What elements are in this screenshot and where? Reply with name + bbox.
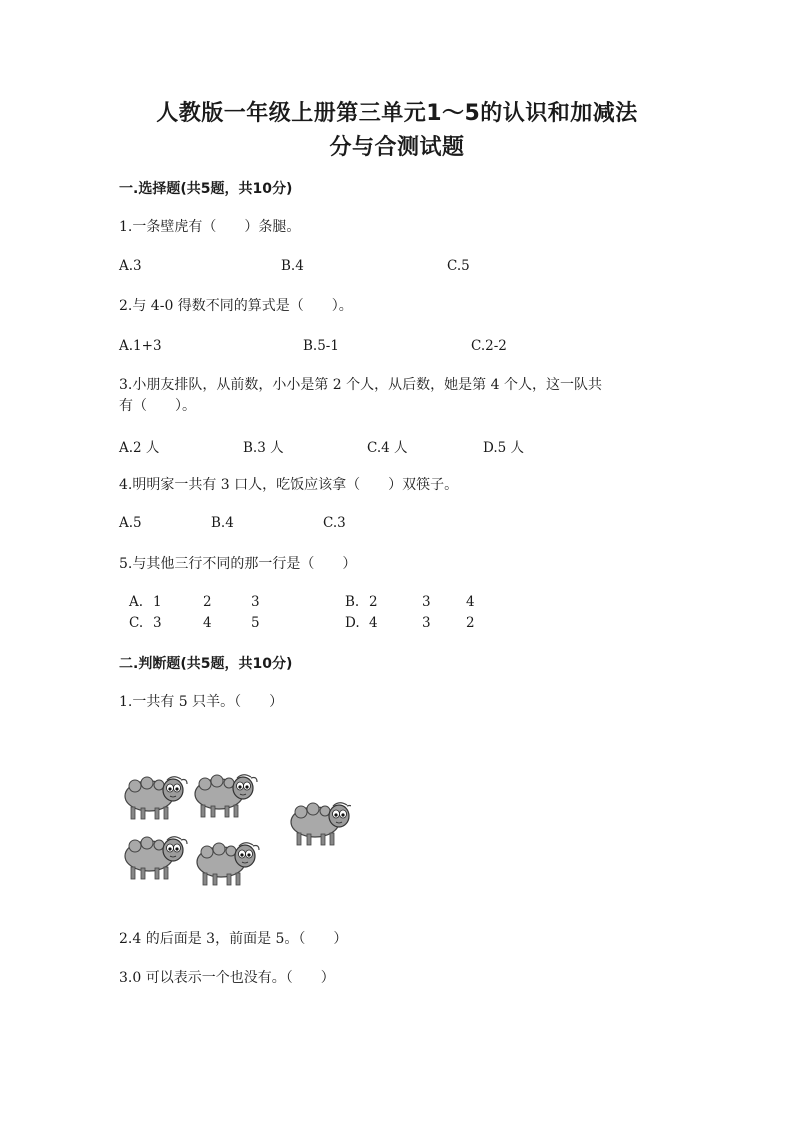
judge-2: 2.4 的后面是 3，前面是 5。（ ） [119,931,348,947]
sheep-icon [291,803,351,845]
question-2: 2.与 4-0 得数不同的算式是（ ）。 [119,298,353,314]
question-1: 1.一条壁虎有（ ）条腿。 [119,219,301,235]
q5-b-num: 2 [369,594,378,610]
q5-a-num: 3 [251,594,260,610]
q3-option-a[interactable]: A.2 人 [119,440,160,456]
q5-option-d-label: D. [345,615,360,631]
sheep-icon [195,775,257,817]
q5-c-num: 5 [251,615,260,631]
q2-option-a[interactable]: A.1+3 [119,338,162,354]
sheep-icon [125,837,187,879]
q2-option-b[interactable]: B.5-1 [303,338,339,354]
q5-option-a-label: A. [129,594,144,610]
section-heading-choice: 一.选择题(共5题，共10分) [119,181,293,197]
q4-option-c[interactable]: C.3 [323,515,346,531]
q5-c-num: 3 [153,615,162,631]
q5-a-num: 1 [153,594,162,610]
q1-option-b[interactable]: B.4 [281,258,304,274]
q5-d-num: 4 [369,615,378,631]
q4-option-a[interactable]: A.5 [119,515,142,531]
q5-option-d[interactable] [345,615,506,631]
question-3-line1: 3.小朋友排队，从前数，小小是第 2 个人，从后数，她是第 4 个人，这一队共 [119,377,602,393]
question-5: 5.与其他三行不同的那一行是（ ） [119,556,357,572]
q3-option-c[interactable]: C.4 人 [367,440,408,456]
q5-option-c-label: C. [129,615,144,631]
q5-option-a[interactable] [129,594,291,610]
q5-c-num: 4 [203,615,212,631]
section-heading-judge: 二.判断题(共5题，共10分) [119,656,293,672]
sheep-icon [125,777,187,819]
q4-option-b[interactable]: B.4 [211,515,234,531]
q5-d-num: 2 [466,615,475,631]
q5-b-num: 3 [422,594,431,610]
q3-option-b[interactable]: B.3 人 [243,440,284,456]
q3-option-d[interactable]: D.5 人 [483,440,525,456]
q2-option-c[interactable]: C.2-2 [471,338,507,354]
page-title-line2: 分与合测试题 [329,135,465,160]
q5-a-num: 2 [203,594,212,610]
q1-option-a[interactable]: A.3 [119,258,142,274]
q5-d-num: 3 [422,615,431,631]
sheep-icon [197,843,259,885]
q5-option-b-label: B. [345,594,360,610]
q5-option-c[interactable] [129,615,291,631]
judge-3: 3.0 可以表示一个也没有。（ ） [119,970,335,986]
question-4: 4.明明家一共有 3 口人，吃饭应该拿（ ）双筷子。 [119,477,459,493]
page-title-line1: 人教版一年级上册第三单元1～5的认识和加减法 [156,101,638,126]
q1-option-c[interactable]: C.5 [447,258,470,274]
q5-b-num: 4 [466,594,475,610]
q5-option-b[interactable] [345,594,506,610]
question-3-line2: 有（ ）。 [119,398,196,414]
sheep-illustration [119,768,351,888]
judge-1: 1.一共有 5 只羊。（ ） [119,694,284,710]
